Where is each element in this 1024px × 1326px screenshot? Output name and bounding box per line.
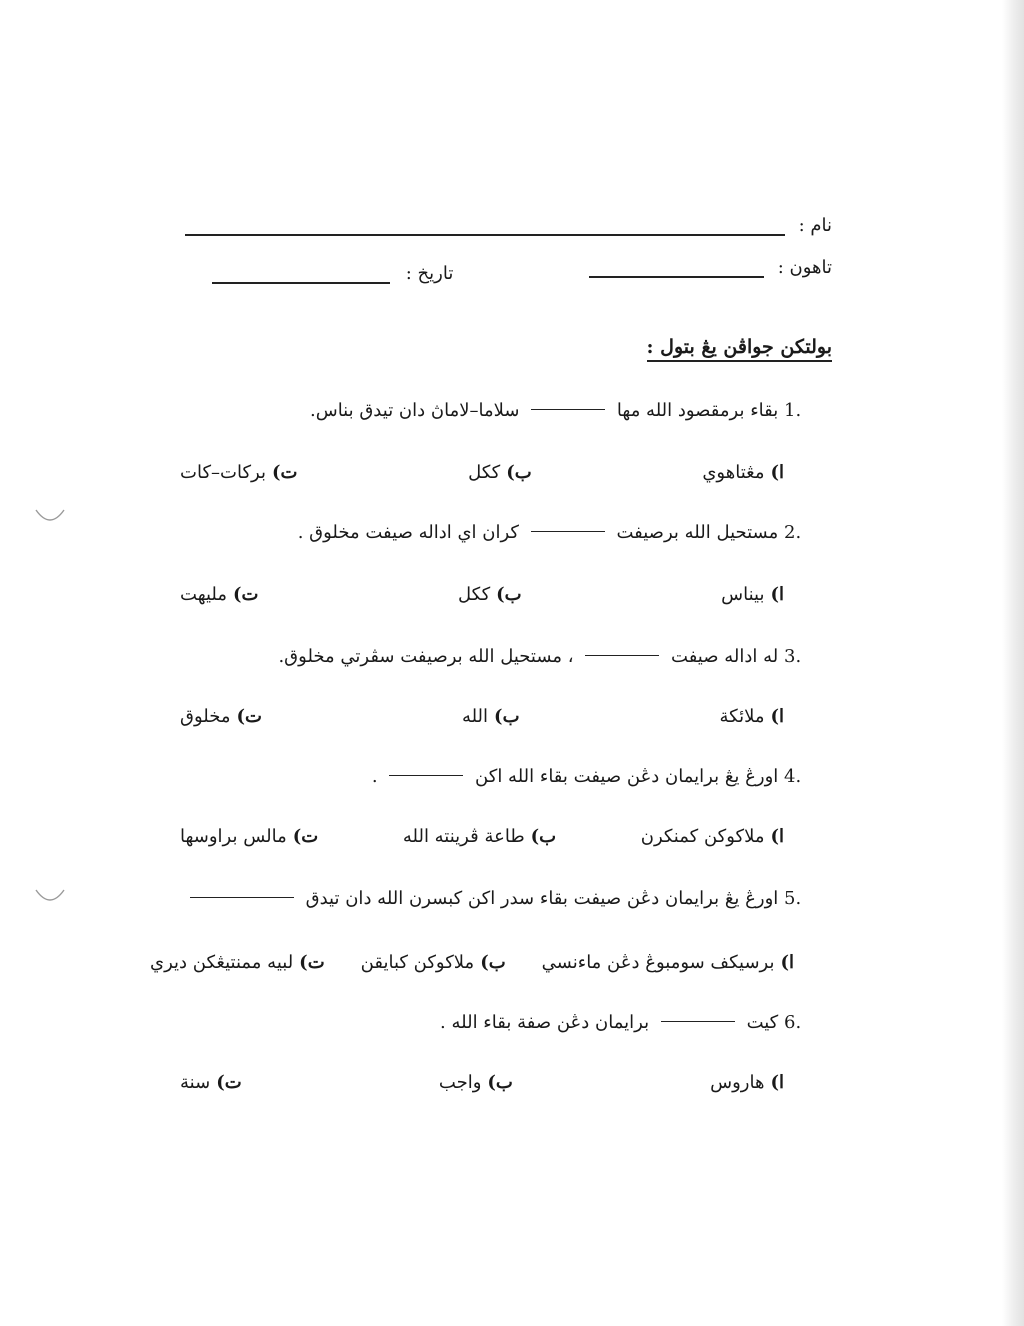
option-letter: ا)	[770, 706, 784, 727]
option-a[interactable]	[702, 462, 784, 483]
question-number: 3.	[784, 646, 802, 667]
option-letter: ت)	[299, 952, 325, 973]
question-4	[190, 766, 836, 787]
option-c[interactable]	[150, 952, 325, 973]
question-number: 6.	[784, 1012, 802, 1033]
option-c[interactable]	[180, 706, 262, 727]
option-c[interactable]	[180, 1072, 242, 1093]
question-text-before: بقاء برمقصود الله مها	[616, 400, 779, 421]
option-text: برسيكف سومبوڠ دڠن ماءنسي	[541, 952, 775, 973]
options-1	[180, 462, 784, 483]
option-letter: ب)	[496, 584, 522, 605]
option-letter: ت)	[292, 826, 319, 847]
options-2	[180, 584, 784, 605]
option-letter: ب)	[480, 952, 506, 973]
name-field[interactable]	[185, 212, 785, 236]
option-letter: ا)	[770, 1072, 784, 1093]
options-3	[180, 706, 784, 727]
option-text: سنة	[180, 1072, 211, 1093]
option-text: بيناس	[721, 584, 765, 605]
answer-blank[interactable]	[585, 655, 659, 656]
question-text-after: ، مستحيل الله برصيفت سڤرتي مخلوق.	[278, 646, 574, 667]
question-text-before: اورڠ يڠ برايمان دڠن صيفت بقاء سدر اكن كبسرن الله دان تيدق	[305, 888, 779, 909]
option-text: واجب	[438, 1072, 482, 1093]
question-number: 4.	[784, 766, 802, 787]
name-label: نام :	[798, 215, 832, 236]
option-a[interactable]	[641, 826, 784, 847]
option-letter: ا)	[770, 462, 784, 483]
question-text-after: كران اي اداله صيفت مخلوق .	[297, 522, 519, 543]
class-label: تاهون :	[777, 257, 832, 278]
option-a[interactable]	[721, 584, 784, 605]
question-6	[190, 1012, 836, 1033]
option-letter: ت)	[216, 1072, 242, 1093]
option-text: الله	[461, 706, 489, 727]
option-letter: ا)	[770, 584, 784, 605]
option-text: مالس براوسها	[180, 826, 287, 847]
question-text-before: اورڠ يڠ برايمان دڠن صيفت بقاء الله اكن	[475, 766, 779, 787]
answer-blank[interactable]	[531, 409, 605, 410]
option-text: ككل	[458, 584, 491, 605]
question-text-before: له اداله صيفت	[671, 646, 779, 667]
option-text: مخلوق	[180, 706, 231, 727]
option-a[interactable]	[542, 952, 794, 973]
option-text: ملاكوكن كمنكرن	[640, 826, 765, 847]
option-letter: ب)	[487, 1072, 513, 1093]
question-2	[190, 522, 836, 543]
question-text-after: .	[371, 766, 378, 787]
punch-hole-mark	[34, 880, 66, 912]
option-a[interactable]	[719, 706, 784, 727]
option-b[interactable]	[458, 584, 522, 605]
option-c[interactable]	[180, 462, 297, 483]
option-text: بركات–كات	[180, 462, 266, 483]
option-text: طاعة ڤرينته الله	[402, 826, 525, 847]
question-3	[190, 646, 836, 667]
option-letter: ب)	[506, 462, 532, 483]
option-text: ملائكة	[719, 706, 765, 727]
option-b[interactable]	[468, 462, 532, 483]
options-6	[180, 1072, 784, 1093]
option-text: لبيه ممنتيڠكن ديري	[150, 952, 294, 973]
date-row	[212, 262, 453, 284]
question-text-before: كيت	[746, 1012, 779, 1033]
option-b[interactable]	[462, 706, 520, 727]
name-row	[185, 212, 832, 236]
option-c[interactable]	[180, 826, 318, 847]
scan-edge-shadow	[1002, 0, 1024, 1326]
option-text: ككل	[468, 462, 501, 483]
punch-hole-mark	[34, 500, 66, 532]
option-text: مليهت	[180, 584, 228, 605]
option-letter: ا)	[770, 826, 784, 847]
option-b[interactable]	[403, 826, 556, 847]
answer-blank[interactable]	[190, 897, 294, 898]
question-text-after: برايمان دڠن صفة بقاء الله .	[440, 1012, 650, 1033]
option-text: هاروس	[710, 1072, 765, 1093]
question-number: 5.	[784, 888, 802, 909]
option-letter: ب)	[494, 706, 520, 727]
class-row	[589, 256, 832, 278]
question-1	[190, 400, 836, 421]
options-5	[150, 952, 794, 973]
answer-blank[interactable]	[531, 531, 605, 532]
question-number: 1.	[784, 400, 802, 421]
option-letter: ت)	[271, 462, 298, 483]
option-letter: ب)	[530, 826, 557, 847]
option-text: مڠتاهوي	[702, 462, 765, 483]
question-text-after: سلاما–لاماڽ دان تيدق بناس.	[310, 400, 520, 421]
option-letter: ت)	[233, 584, 259, 605]
option-letter: ت)	[236, 706, 262, 727]
option-letter: ا)	[780, 952, 794, 973]
date-field[interactable]	[212, 262, 390, 284]
answer-blank[interactable]	[389, 775, 463, 776]
question-text-before: مستحيل الله برصيفت	[616, 522, 779, 543]
question-number: 2.	[784, 522, 802, 543]
option-b[interactable]	[439, 1072, 513, 1093]
question-5	[190, 888, 836, 909]
answer-blank[interactable]	[661, 1021, 735, 1022]
class-field[interactable]	[589, 256, 764, 278]
option-b[interactable]	[361, 952, 506, 973]
instruction-heading: بولتكن جواڤن يڠ بتول :	[647, 336, 832, 362]
option-c[interactable]	[180, 584, 258, 605]
options-4	[180, 826, 784, 847]
option-text: ملاكوكن كبايقن	[360, 952, 475, 973]
option-a[interactable]	[710, 1072, 784, 1093]
date-label: تاريخ :	[405, 263, 454, 284]
